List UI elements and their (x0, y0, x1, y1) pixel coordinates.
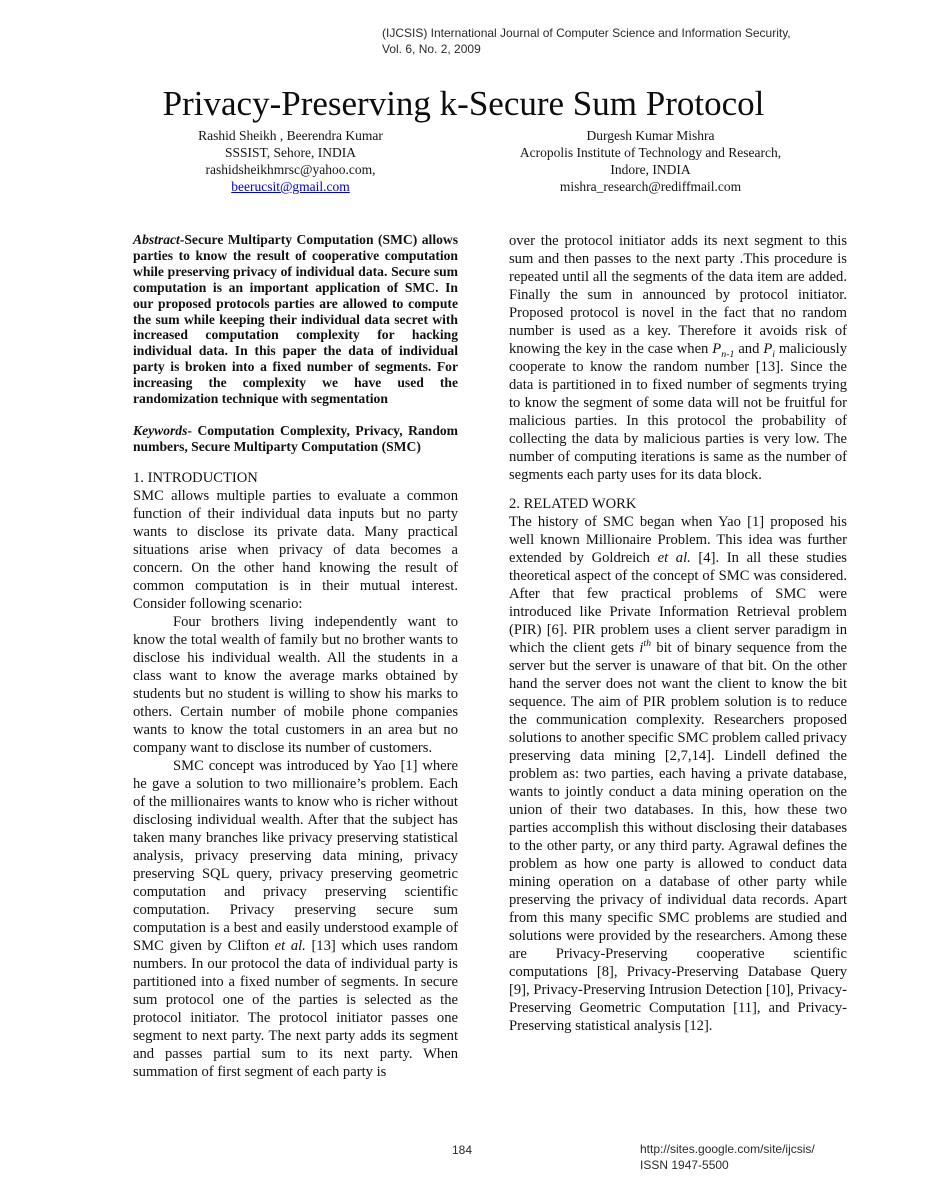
footer-site-url: http://sites.google.com/site/ijcsis/ (640, 1142, 815, 1156)
author-email-link[interactable]: beerucsit@gmail.com (231, 179, 350, 194)
section-heading: 2. RELATED WORK (509, 496, 637, 512)
journal-volume: Vol. 6, No. 2, 2009 (382, 42, 481, 56)
paragraph: The history of SMC began when Yao [1] proposed his well known Millionaire Problem. This idea was further extended by Goldreich et al. [4]. In all these studies theoretical aspect of the concept of SMC was considered. After that few practical problems of SMC were introduced like Private Information Retrieval problem (PIR) [6]. PIR problem uses a client server paradigm in which the client gets $i^{th}$ bit of binary sequence from the server but the server is unaware of that bit. On the other hand the server does not want the client to know the bit sequence. The aim of PIR problem solution is to reduce the communication complexity. Researchers proposed solutions to another specific SMC problem called privacy preserving data mining [2,7,14]. Lindell defined the problem as: two parties, each having a private database, wants to jointly conduct a data mining operation on the union of their two databases. In this, how these two parties accomplish this without disclosing their databases to the other party, or any third party. Agrawal defines the problem as how one party is allowed to conduct data mining operation on a database of other party while preserving the privacy of individual data records. Apart from this many specific SMC problems are studied and solutions were provided by the researchers. Among these are Privacy-Preserving cooperative scientific computations [8], Privacy-Preserving Database Query [9], Privacy-Preserving Intrusion Detection [10], Privacy-Preserving Geometric Computation [11], and Privacy-Preserving statistical analysis [12]. (509, 514, 847, 1034)
paragraph: SMC allows multiple parties to evaluate a common function of their individual data inputs but no party wants to disclose its private data. Many practical situations arise when privacy of data becomes a concern. On the other hand knowing the result of common computation is in their mutual interest. Consider following scenario: (133, 487, 458, 612)
paper-title: Privacy-Preserving k-Secure Sum Protocol (162, 84, 765, 123)
author-block-right (468, 127, 833, 195)
paragraph: Keywords- Computation Complexity, Privacy, Random numbers, Secure Multiparty Computation (SMC) (133, 422, 458, 454)
paragraph: SMC concept was introduced by Yao [1] where he gave a solution to two millionaire’s problem. Each of the millionaires wants to know who is richer without disclosing individual wealth. After that the subject has taken many branches like privacy preserving statistical analysis, privacy preserving data mining, privacy preserving SQL query, privacy preserving geometric computation and privacy preserving scientific computation. Privacy preserving secure sum computation is a best and easily understood example of SMC given by Clifton et al. [13] which uses random numbers. In our protocol the data of individual party is partitioned into a fixed number of segments. In secure sum protocol one of the parties is selected as the protocol initiator. The protocol initiator passes one segment to next party. The next party adds its segment and passes partial sum to its next party. When summation of first segment of each party is (133, 757, 458, 1080)
paragraph: over the protocol initiator adds its next segment to this sum and then passes to the next party .This procedure is repeated until all the segments of the data item are added. Finally the sum in announced by protocol initiator. Proposed protocol is novel in the fact that no random number is used as a key. Therefore it avoids risk of knowing the key in the case when $P_{n-1}$ and $P_i$ maliciously cooperate to know the random number [13]. Since the data is partitioned in to fixed number of segments trying to know the segment of some data will not be fruitful for malicious parties. In this protocol the probability of collecting the data by malicious parties is very low. The number of computing iterations is same as the number of segments each party uses for its data block. (509, 233, 848, 483)
left-column (133, 232, 458, 1081)
author-affiliation-right-1: Acropolis Institute of Technology and Research, (519, 145, 782, 160)
author-affiliation-right-2: Indore, INDIA (610, 162, 691, 177)
paragraph: Four brothers living independently want to know the total wealth of family but no brother wants to disclose his individual wealth. All the students in a class want to know the average marks obtained by students but no student is willing to show his marks to others. Certain number of mobile phone companies wants to know the total customers in an area but no company want to disclose its number of customers. (133, 613, 458, 756)
author-email-left-1: rashidsheikhmrsc@yahoo.com, (205, 162, 376, 177)
journal-header (382, 25, 862, 57)
right-column (509, 232, 847, 1035)
author-names-left: Rashid Sheikh , Beerendra Kumar (198, 128, 383, 143)
paragraph: Abstract-Secure Multiparty Computation (SMC) allows parties to know the result of cooperative computation while preserving privacy of individual data. Secure sum computation is an important application of SMC. In our proposed protocols parties are allowed to compute the sum while keeping their individual data secret with increased computation complexity for hacking individual data. In this paper the data of individual party is broken into a fixed number of segments. For increasing the complexity we have used the randomization technique with segmentation (133, 232, 458, 407)
page-number: 184 (452, 1143, 473, 1157)
footer-issn: ISSN 1947-5500 (640, 1158, 729, 1172)
author-email-right: mishra_research@rediffmail.com (559, 179, 742, 194)
author-block-left (118, 127, 463, 195)
author-names-right: Durgesh Kumar Mishra (586, 128, 715, 143)
author-affiliation-left: SSSIST, Sehore, INDIA (225, 145, 356, 160)
journal-name: (IJCSIS) International Journal of Computer Science and Information Security, (382, 26, 791, 40)
footer-info (640, 1141, 815, 1173)
section-heading: 1. INTRODUCTION (133, 469, 258, 486)
